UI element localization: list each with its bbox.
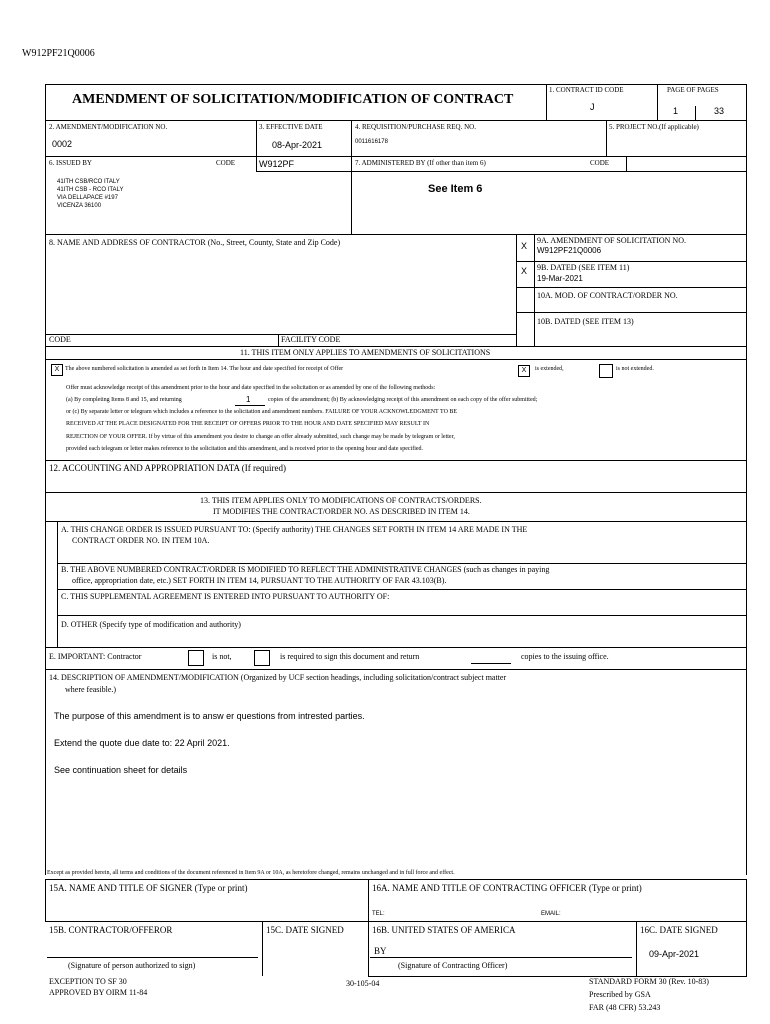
effective-date-value: 08-Apr-2021 <box>272 140 323 150</box>
is-not-checkbox[interactable] <box>188 650 204 666</box>
footer-right-2: Prescribed by GSA <box>589 990 651 999</box>
requisition-value: 0011616178 <box>355 139 388 145</box>
pages-label: PAGE OF PAGES <box>667 86 719 94</box>
item13-header-1: 13. THIS ITEM APPLIES ONLY TO MODIFICATIONS OF CONTRACTS/ORDERS. <box>200 496 482 505</box>
administered-by-code-label: CODE <box>590 159 610 167</box>
issued-by-label: 6. ISSUED BY <box>49 159 92 167</box>
page-number: 1 <box>673 106 679 116</box>
item11-checkbox-amended[interactable]: X <box>51 364 63 376</box>
by-label: BY <box>374 946 387 956</box>
item11-text-3: or (c) By separate letter or telegram which includes a reference to the solicitation and amendment numbers. FAILURE OF YOUR ACKNOWLEDGMENT TO BE <box>66 409 458 415</box>
item13-header-2: IT MODIFIES THE CONTRACT/ORDER NO. AS DESCRIBED IN ITEM 14. <box>213 507 470 516</box>
project-no-label: 5. PROJECT NO.(If applicable) <box>609 123 699 131</box>
extended-label: is extended, <box>535 366 564 372</box>
email-label: EMAIL: <box>541 911 561 917</box>
item9a-label: 9A. AMENDMENT OF SOLICITATION NO. <box>537 236 686 245</box>
except-text: Except as provided herein, all terms and conditions of the document referenced in Item 9A or 10A, as heretofore changed, remains unchanged and in full force and effect. <box>47 870 455 876</box>
item15a-label: 15A. NAME AND TITLE OF SIGNER (Type or print) <box>49 883 248 893</box>
item14-paragraph-1: The purpose of this amendment is to answ er questions from intrested parties. <box>54 711 365 721</box>
footer-left-2: APPROVED BY OIRM 11-84 <box>49 988 148 997</box>
contractor-label: 8. NAME AND ADDRESS OF CONTRACTOR (No., Street, County, State and Zip Code) <box>49 238 341 247</box>
item9b-mark: X <box>521 266 528 276</box>
item14-paragraph-2: Extend the quote due date to: 22 April 2021. <box>54 738 230 748</box>
issued-by-code: W912PF <box>259 159 295 169</box>
item9a-mark: X <box>521 241 528 251</box>
item13-a-line2: CONTRACT ORDER NO. IN ITEM 10A. <box>72 536 210 545</box>
facility-code-label: FACILITY CODE <box>281 335 341 344</box>
item11-checkbox-extended[interactable]: X <box>518 365 530 377</box>
item11-header: 11. THIS ITEM ONLY APPLIES TO AMENDMENTS OF SOLICITATIONS <box>240 348 491 357</box>
footer-right-1: STANDARD FORM 30 (Rev. 10-83) <box>589 977 709 986</box>
administered-by-label: 7. ADMINISTERED BY (If other than item 6) <box>355 159 486 167</box>
item13-b-line2: office, appropriation date, etc.) SET FORTH IN ITEM 14, PURSUANT TO THE AUTHORITY OF FAR 43.103(B). <box>72 576 447 585</box>
item12-label: 12. ACCOUNTING AND APPROPRIATION DATA (If required) <box>49 463 287 473</box>
tel-label: TEL: <box>372 911 385 917</box>
item10b-label: 10B. DATED (SEE ITEM 13) <box>537 317 634 326</box>
amendment-no-label: 2. AMENDMENT/MODIFICATION NO. <box>49 123 168 131</box>
form-title: AMENDMENT OF SOLICITATION/MODIFICATION OF CONTRACT <box>72 92 514 107</box>
item11-text-2b: copies of the amendment; (b) By acknowledging receipt of this amendment on each copy of the offer submitted; <box>268 397 538 403</box>
is-required-label: is required to sign this document and return <box>280 652 420 661</box>
footer-center: 30-105-04 <box>346 979 380 988</box>
item9b-value: 19-Mar-2021 <box>537 274 583 283</box>
item11-checkbox-not-extended[interactable] <box>599 364 613 378</box>
contract-id-label: 1. CONTRACT ID CODE <box>549 86 624 94</box>
item16c-value: 09-Apr-2021 <box>649 949 700 959</box>
requisition-label: 4. REQUISITION/PURCHASE REQ. NO. <box>355 123 476 131</box>
item13-a-line1: A. THIS CHANGE ORDER IS ISSUED PURSUANT TO: (Specify authority) THE CHANGES SET FORTH IN ITEM 14 ARE MADE IN THE <box>61 525 528 534</box>
amendment-no-value: 0002 <box>52 139 73 149</box>
item11-text-6: provided each telegram or letter makes reference to the solicitation and this amendment, and is received prior to the opening hour and date specified. <box>66 446 424 452</box>
item11-text-4: RECEIVED AT THE PLACE DESIGNATED FOR THE RECEIPT OF OFFERS PRIOR TO THE HOUR AND DATE SPECIFIED MAY RESULT IN <box>66 421 430 427</box>
item15c-label: 15C. DATE SIGNED <box>266 925 344 935</box>
item11-text-1: Offer must acknowledge receipt of this amendment prior to the hour and date specified in the solicitation or as amended by one of the following methods: <box>66 385 436 391</box>
contractor-signature-caption: (Signature of person authorized to sign) <box>68 961 196 970</box>
is-not-label: is not, <box>212 652 232 661</box>
item13-d: D. OTHER (Specify type of modification and authority) <box>61 620 241 629</box>
item16b-label: 16B. UNITED STATES OF AMERICA <box>372 925 516 935</box>
item16a-label: 16A. NAME AND TITLE OF CONTRACTING OFFICER (Type or print) <box>372 883 642 893</box>
not-extended-label: is not extended. <box>616 366 654 372</box>
is-required-checkbox[interactable] <box>254 650 270 666</box>
officer-signature-caption: (Signature of Contracting Officer) <box>398 961 508 970</box>
page-count: 33 <box>714 106 725 116</box>
contract-id-value: J <box>590 102 595 112</box>
item11-text-5: REJECTION OF YOUR OFFER. If by virtue of this amendment you desire to change an offer already submitted, such change may be made by telegram or letter, <box>66 434 455 440</box>
administered-by-value: See Item 6 <box>428 183 483 195</box>
item13-b-line1: B. THE ABOVE NUMBERED CONTRACT/ORDER IS MODIFIED TO REFLECT THE ADMINISTRATIVE CHANGES (such as changes in paying <box>61 565 550 574</box>
item9b-label: 9B. DATED (SEE ITEM 11) <box>537 263 630 272</box>
item9a-value: W912PF21Q0006 <box>537 246 602 255</box>
item11-text-2a: (a) By completing Items 8 and 15, and returning <box>66 397 182 403</box>
footer-right-3: FAR (48 CFR) 53.243 <box>589 1003 661 1012</box>
contractor-code-label: CODE <box>49 335 71 344</box>
issued-by-address: 41ITH CSB/RCO ITALY 41ITH CSB - RCO ITALY VIA DELLAPACE #197 VICENZA 36100 <box>57 179 124 209</box>
effective-date-label: 3. EFFECTIVE DATE <box>259 123 323 131</box>
document-id: W912PF21Q0006 <box>22 48 95 59</box>
copies-suffix: copies to the issuing office. <box>521 652 609 661</box>
issued-by-code-label: CODE <box>216 159 236 167</box>
important-label: E. IMPORTANT: Contractor <box>49 652 142 661</box>
item10a-label: 10A. MOD. OF CONTRACT/ORDER NO. <box>537 291 678 300</box>
footer-left-1: EXCEPTION TO SF 30 <box>49 977 127 986</box>
item14-label-1: 14. DESCRIPTION OF AMENDMENT/MODIFICATION (Organized by UCF section headings, including solicitation/contract subject matter <box>49 673 507 682</box>
item14-paragraph-3: See continuation sheet for details <box>54 765 188 775</box>
item15b-label: 15B. CONTRACTOR/OFFEROR <box>49 925 173 935</box>
item11-line1: The above numbered solicitation is amended as set forth in Item 14. The hour and date specified for receipt of Offer <box>65 366 344 372</box>
item13-c: C. THIS SUPPLEMENTAL AGREEMENT IS ENTERED INTO PURSUANT TO AUTHORITY OF: <box>61 592 390 601</box>
item14-label-2: where feasible.) <box>65 685 117 694</box>
item11-copies: 1 <box>246 395 251 404</box>
item16c-label: 16C. DATE SIGNED <box>640 925 718 935</box>
